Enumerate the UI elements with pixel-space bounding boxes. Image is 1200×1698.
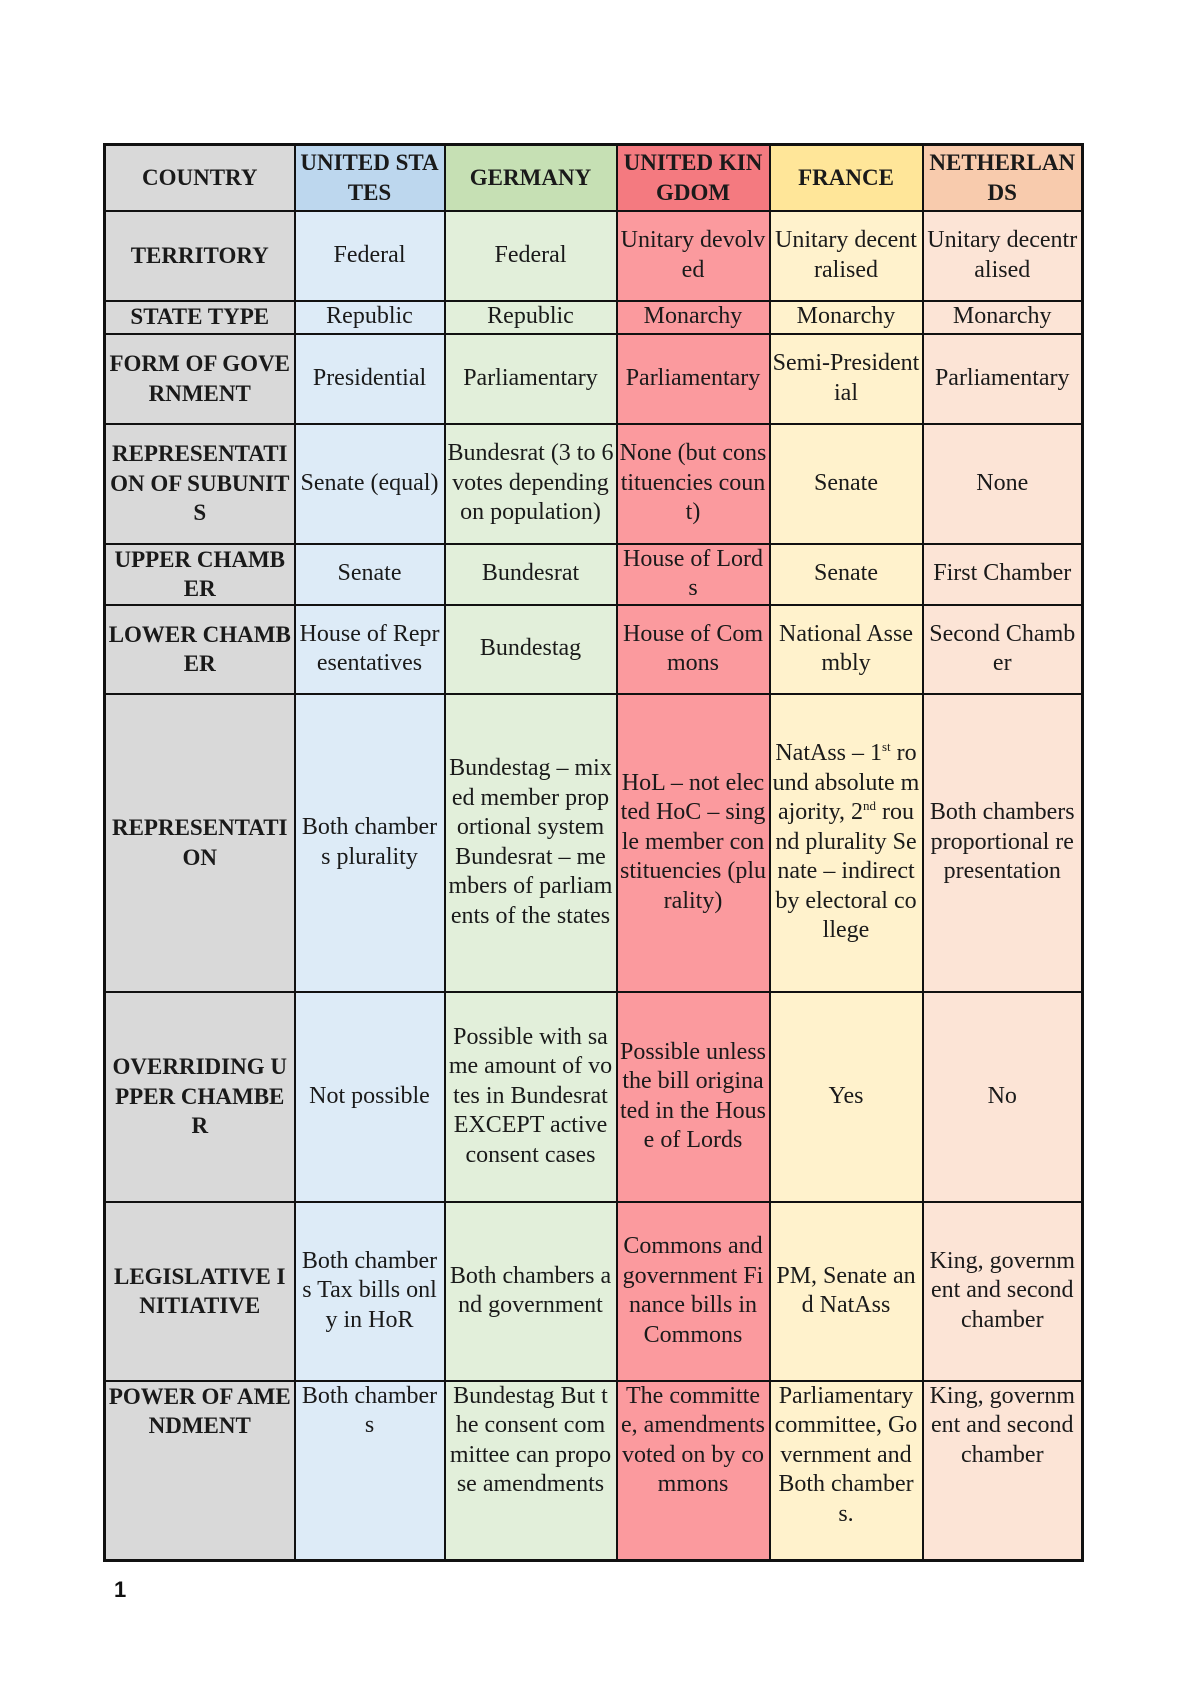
table-row bbox=[105, 301, 1083, 334]
page-number: 1 bbox=[114, 1577, 127, 1602]
cell-us-territory: Federal bbox=[295, 211, 445, 301]
cell-us-overriding-upper-chamber: Not possible bbox=[295, 992, 445, 1202]
cell-us-upper-chamber: Senate bbox=[295, 544, 445, 605]
cell-uk-representation-of-subunits: None (but constituencies count) bbox=[617, 424, 770, 544]
cell-de-legislative-initiative: Both chambers and government bbox=[445, 1202, 617, 1381]
cell-de-territory: Federal bbox=[445, 211, 617, 301]
table-row bbox=[105, 424, 1083, 544]
cell-uk-representation: HoL – not elected HoC – single member constituencies (plurality) bbox=[617, 694, 770, 992]
cell-us-power-of-amendment: Both chambers bbox=[295, 1381, 445, 1561]
cell-fr-representation bbox=[770, 694, 923, 992]
cell-uk-overriding-upper-chamber: Possible unless the bill originated in the House of Lords bbox=[617, 992, 770, 1202]
cell-fr-state-type: Monarchy bbox=[770, 301, 923, 334]
cell-de-lower-chamber: Bundestag bbox=[445, 605, 617, 694]
cell-fr-lower-chamber: National Assembly bbox=[770, 605, 923, 694]
cell-nl-lower-chamber: Second Chamber bbox=[923, 605, 1083, 694]
cell-de-representation: Bundestag – mixed member proportional system Bundesrat – members of parliaments of the states bbox=[445, 694, 617, 992]
cell-nl-form-of-government: Parliamentary bbox=[923, 334, 1083, 424]
table-row bbox=[105, 694, 1083, 992]
cell-fr-power-of-amendment: Parliamentary committee, Government and Both chambers. bbox=[770, 1381, 923, 1561]
row-label-representation: REPRESENTATION bbox=[105, 694, 295, 992]
cell-de-state-type: Republic bbox=[445, 301, 617, 334]
cell-nl-upper-chamber: First Chamber bbox=[923, 544, 1083, 605]
table-row bbox=[105, 992, 1083, 1202]
cell-nl-state-type: Monarchy bbox=[923, 301, 1083, 334]
table-row bbox=[105, 1381, 1083, 1561]
header-germany: GERMANY bbox=[445, 145, 617, 211]
cell-uk-lower-chamber: House of Commons bbox=[617, 605, 770, 694]
fr-rep-part2: round absolute majority, 2 bbox=[772, 740, 920, 826]
cell-nl-legislative-initiative: King, government and second chamber bbox=[923, 1202, 1083, 1381]
cell-uk-legislative-initiative: Commons and government Finance bills in Commons bbox=[617, 1202, 770, 1381]
cell-uk-upper-chamber: House of Lords bbox=[617, 544, 770, 605]
cell-de-power-of-amendment: Bundestag But the consent committee can propose amendments bbox=[445, 1381, 617, 1561]
header-france: FRANCE bbox=[770, 145, 923, 211]
cell-nl-representation-of-subunits: None bbox=[923, 424, 1083, 544]
fr-rep-part1: NatAss – 1 bbox=[775, 740, 882, 767]
row-label-legislative-initiative: LEGISLATIVE INITIATIVE bbox=[105, 1202, 295, 1381]
table-row bbox=[105, 334, 1083, 424]
cell-de-form-of-government: Parliamentary bbox=[445, 334, 617, 424]
row-label-power-of-amendment: POWER OF AMENDMENT bbox=[105, 1381, 295, 1561]
table-row bbox=[105, 605, 1083, 694]
cell-fr-territory: Unitary decentralised bbox=[770, 211, 923, 301]
cell-uk-form-of-government: Parliamentary bbox=[617, 334, 770, 424]
cell-fr-overriding-upper-chamber: Yes bbox=[770, 992, 923, 1202]
header-united-states: UNITED STATES bbox=[295, 145, 445, 211]
cell-us-state-type: Republic bbox=[295, 301, 445, 334]
cell-nl-representation: Both chambers proportional representation bbox=[923, 694, 1083, 992]
cell-fr-legislative-initiative: PM, Senate and NatAss bbox=[770, 1202, 923, 1381]
cell-de-representation-of-subunits: Bundesrat (3 to 6 votes depending on population) bbox=[445, 424, 617, 544]
cell-us-form-of-government: Presidential bbox=[295, 334, 445, 424]
row-label-form-of-government: FORM OF GOVERNMENT bbox=[105, 334, 295, 424]
comparison-table bbox=[103, 143, 1084, 1562]
cell-de-overriding-upper-chamber: Possible with same amount of votes in Bundesrat EXCEPT active consent cases bbox=[445, 992, 617, 1202]
row-label-representation-of-subunits: REPRESENTATION OF SUBUNITS bbox=[105, 424, 295, 544]
header-netherlands: NETHERLANDS bbox=[923, 145, 1083, 211]
row-label-lower-chamber: LOWER CHAMBER bbox=[105, 605, 295, 694]
row-label-upper-chamber: UPPER CHAMBER bbox=[105, 544, 295, 605]
cell-uk-territory: Unitary devolved bbox=[617, 211, 770, 301]
cell-de-upper-chamber: Bundesrat bbox=[445, 544, 617, 605]
row-label-territory: TERRITORY bbox=[105, 211, 295, 301]
cell-fr-representation-of-subunits: Senate bbox=[770, 424, 923, 544]
header-country: COUNTRY bbox=[105, 145, 295, 211]
cell-us-legislative-initiative: Both chambers Tax bills only in HoR bbox=[295, 1202, 445, 1381]
cell-us-representation-of-subunits: Senate (equal) bbox=[295, 424, 445, 544]
cell-nl-power-of-amendment: King, government and second chamber bbox=[923, 1381, 1083, 1561]
table-row bbox=[105, 1202, 1083, 1381]
cell-uk-state-type: Monarchy bbox=[617, 301, 770, 334]
cell-fr-representation-text bbox=[773, 739, 920, 946]
table-row bbox=[105, 211, 1083, 301]
cell-fr-upper-chamber: Senate bbox=[770, 544, 923, 605]
cell-us-representation: Both chambers plurality bbox=[295, 694, 445, 992]
cell-fr-form-of-government: Semi-Presidential bbox=[770, 334, 923, 424]
table-row bbox=[105, 544, 1083, 605]
cell-uk-power-of-amendment: The committee, amendments voted on by commons bbox=[617, 1381, 770, 1561]
cell-nl-overriding-upper-chamber: No bbox=[923, 992, 1083, 1202]
fr-rep-part3: round plurality Senate – indirect by electoral college bbox=[775, 799, 917, 944]
header-united-kingdom: UNITED KINGDOM bbox=[617, 145, 770, 211]
header-row bbox=[105, 145, 1083, 211]
row-label-overriding-upper-chamber: OVERRIDING UPPER CHAMBER bbox=[105, 992, 295, 1202]
fr-rep-sup2: nd bbox=[863, 798, 877, 814]
cell-nl-territory: Unitary decentralised bbox=[923, 211, 1083, 301]
fr-rep-sup1: st bbox=[882, 739, 891, 755]
row-label-state-type: STATE TYPE bbox=[105, 301, 295, 334]
cell-us-lower-chamber: House of Representatives bbox=[295, 605, 445, 694]
